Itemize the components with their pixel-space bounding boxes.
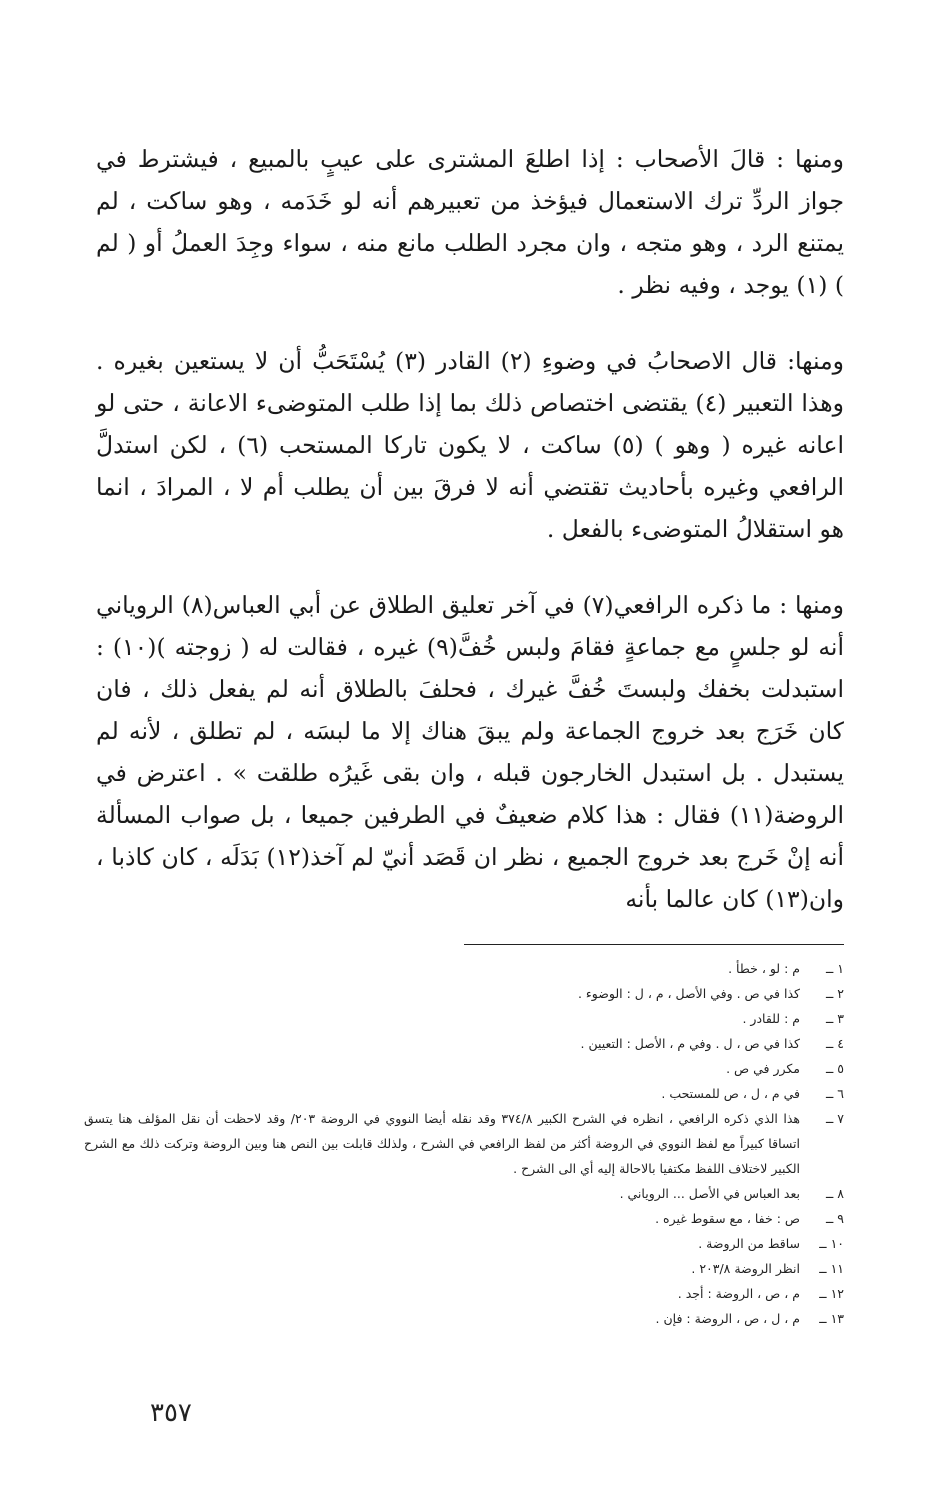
footnote-item	[84, 1006, 844, 1031]
footnote-text: في م ، ل ، ص للمستحب .	[661, 1086, 800, 1101]
footnote-number: ١٢ ــ	[819, 1286, 844, 1301]
footnote-text: ص : خفا ، مع سقوط غيره .	[655, 1211, 800, 1226]
footnote-item	[84, 1181, 844, 1206]
footnote-number: ١٣ ــ	[819, 1311, 844, 1326]
footnote-item	[84, 1106, 844, 1181]
footnote-text: م : لو ، خطأ .	[728, 961, 800, 976]
footnote-number: ٤ ــ	[825, 1036, 844, 1051]
footnote-text: م ، ل ، ص ، الروضة : فإن .	[655, 1311, 800, 1326]
page-number: ٣٥٧	[150, 1398, 192, 1428]
footnote-number: ٧ ــ	[825, 1111, 844, 1126]
footnote-item	[84, 956, 844, 981]
footnote-text: ساقط من الروضة .	[698, 1236, 800, 1251]
footnote-number: ١٠ ــ	[819, 1236, 844, 1251]
footnote-item	[84, 981, 844, 1006]
footnote-number: ٩ ــ	[825, 1211, 844, 1226]
footnotes-list	[84, 956, 844, 1331]
footnote-text: مكرر في ص .	[726, 1061, 800, 1076]
paragraph-1: ومنها : قالَ الأصحاب : إذا اطلعَ المشترى على عيبٍ بالمبيع ، فيشترط في جواز الردِّ ترك الاستعمال فيؤخذ من تعبيرهم أنه لو خَدَمه ، وهو ساكت ، لم يمتنع الرد ، وهو متجه ، وان مجرد الطلب مانع منه ، سواء وجِدَ العملُ أو ( لم ) (١) يوجد ، وفيه نظر .	[96, 145, 844, 299]
paragraph-2: ومنها: قال الاصحابُ في وضوءِ (٢) القادر (٣) يُسْتَحَبُّ أن لا يستعين بغيره . وهذا التعبير (٤) يقتضى اختصاص ذلك بما إذا طلب المتوضىء الاعانة ، حتى لو اعانه غيره ( وهو ) (٥) ساكت ، لا يكون تاركا المستحب (٦) ، لكن استدلَّ الرافعي وغيره بأحاديث تقتضي أنه لا فرقَ بين أن يطلب أم لا ، المرادَ ، انما هو استقلالُ المتوضىء بالفعل .	[96, 347, 845, 543]
footnote-item	[84, 1306, 844, 1331]
footnote-text: هذا الذي ذكره الرافعي ، انظره في الشرح الكبير ٣٧٤/٨ وقد نقله أيضا النووي في الروضة ٢٠٣/ وقد لاحظت أن نقل المؤلف هنا يتسق اتساقا كبيراً مع لفظ النووي في الروضة أكثر من لفظ الرافعي في الشرح ، ولذلك قابلت بين النص هنا وبين الروضة وتركت ذلك مع الشرح الكبير لاختلاف اللفظ مكتفيا بالاحالة إليه أي الى الشرح .	[84, 1111, 800, 1176]
footnote-text: بعد العباس في الأصل ... الروياني .	[619, 1186, 800, 1201]
footnote-item	[84, 1031, 844, 1056]
footnote-number: ١ ــ	[825, 961, 844, 976]
footnote-number: ١١ ــ	[819, 1261, 844, 1276]
footnote-number: ٨ ــ	[825, 1186, 844, 1201]
footnote-text: كذا في ص . وفي الأصل ، م ، ل : الوضوء .	[577, 986, 800, 1001]
footnote-item	[84, 1206, 844, 1231]
footnote-item	[84, 1256, 844, 1281]
main-text	[96, 138, 844, 920]
footnote-number: ٢ ــ	[825, 986, 844, 1001]
footnote-text: م : للقادر .	[742, 1011, 800, 1026]
footnote-divider	[464, 944, 844, 945]
footnote-text: انظر الروضة ٢٠٣/٨ .	[691, 1261, 800, 1276]
footnote-item	[84, 1056, 844, 1081]
footnote-number: ٦ ــ	[825, 1086, 844, 1101]
footnote-number: ٥ ــ	[825, 1061, 844, 1076]
footnote-text: كذا في ص ، ل . وفي م ، الأصل : التعيين .	[580, 1036, 800, 1051]
footnote-number: ٣ ــ	[825, 1011, 844, 1026]
footnote-text: م ، ص ، الروضة : أجد .	[677, 1286, 800, 1301]
footnote-item	[84, 1081, 844, 1106]
footnote-item	[84, 1231, 844, 1256]
footnote-item	[84, 1281, 844, 1306]
paragraph-3: ومنها : ما ذكره الرافعي(٧) في آخر تعليق الطلاق عن أبي العباس(٨) الروياني أنه لو جلسٍ مع جماعةٍ فقامَ ولبس خُفَّ(٩) غيره ، فقالت له ( زوجته )(١٠) : استبدلت بخفك ولبستَ خُفَّ غيرك ، فحلفَ بالطلاق أنه لم يفعل ذلك ، فان كان خَرَج بعد خروج الجماعة ولم يبقَ هناك إلا ما لبسَه ، لم تطلق ، لأنه لم يستبدل . بل استبدل الخارجون قبله ، وان بقى غَيرُه طلقت » . اعترض في الروضة(١١) فقال : هذا كلام ضعيفٌ في الطرفين جميعا ، بل صواب المسألة أنه إنْ خَرج بعد خروج الجميع ، نظر ان قَصَد أنيّ لم آخذ(١٢) بَدَلَه ، كان كاذبا ، وان(١٣) كان عالما بأنه	[96, 591, 844, 913]
